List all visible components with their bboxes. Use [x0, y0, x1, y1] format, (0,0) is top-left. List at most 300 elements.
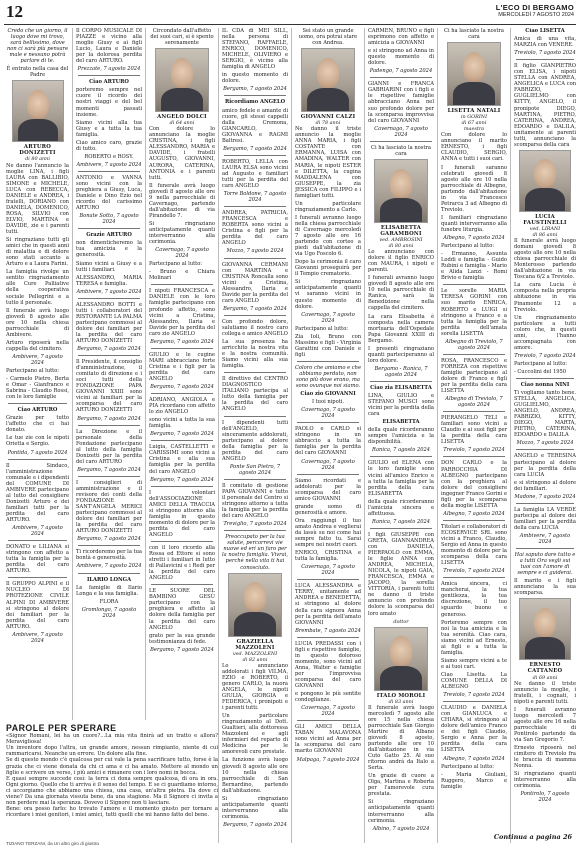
notice-date: Bergamo, 7 agosto 2024 — [223, 86, 287, 93]
death-notice — [514, 681, 576, 804]
notice-intro: Circondato dall'affetto dei suoi cari, si è spento serenamente — [150, 28, 214, 47]
notice-date: Bergamo, 7 agosto 2024 — [77, 415, 141, 422]
notice-text: - Bruno e Chiara Molinari — [149, 269, 215, 282]
condolence-notice — [222, 319, 288, 369]
notice-text: ALESSANDRO BOTTI e tutti i collaboratori del RISTORANTE LA PALMA partecipano commossi al dolore dei familiari per la perdita del caro ARTURO DONIZETTI — [76, 301, 142, 345]
notice-date: Treviolo, 7 agosto 2024 — [443, 568, 505, 575]
notice-text: Un particolare ringraziamento al Dott. Gualtieri, alla dottoressa Mazzoleni e agli infermieri del reparto di Medicina per le amorevoli cure prestate. — [222, 713, 288, 756]
notice-date: Albegno, 7 agosto 2024 — [443, 235, 505, 242]
condolence-notice — [149, 444, 215, 482]
notice-text: I volontari dell'ASSOCIAZIONE AMICI DELLA TRACCIA si stringono attorno alla famiglia in questo momento di dolore per la perdita del caro ANGELO — [149, 489, 215, 538]
notice-text: in questo momento di dolore. — [222, 72, 288, 85]
condolence-notice — [76, 79, 142, 168]
notice-text: e si stringono ad Anna in questo momento di dolore. — [368, 48, 434, 67]
condolence-notice — [441, 581, 507, 698]
deceased-name: ELISABETTA GARAMBONI — [380, 224, 422, 237]
notice-date: Pontida, 7 agosto 2024 — [7, 449, 68, 456]
deceased-age: di 64 anni — [169, 120, 195, 127]
notice-text: PAOLO e CARLO si stringono in un abbraccio a tutta la famiglia per la perdita del caro GIOVANNI — [295, 426, 361, 457]
notice-date: Bergamo, 7 agosto 2024 — [77, 466, 141, 473]
notice-text: Si ringraziano anticipatamente quanti vi saranno vicini in questo momento di dolore. — [295, 279, 361, 310]
masthead-title: L'ECO DI BERGAMO — [495, 3, 574, 12]
portrait-photo — [301, 48, 355, 112]
condolence-notice — [6, 544, 69, 574]
death-notice — [222, 663, 288, 828]
notice-text: con il loro ricordo alla Rossa ed Ettore si sono stretti i familiari in lutto di Pallavicini e i Redi per la perdita del caro ANGELO — [149, 545, 215, 582]
condolence-notice — [295, 478, 361, 577]
notice-date: Bergamo, 7 agosto 2024 — [223, 821, 287, 828]
portrait-photo — [155, 48, 209, 112]
condolence-notice — [295, 391, 361, 419]
notice-text: Le tue zie con le nipoti Orietta e Sergio. — [6, 435, 69, 448]
notice-text: La famiglia LA VERDE partecipa al dolore dei familiari per la perdita della cara LUCIA — [514, 506, 576, 531]
feature-paragraph: «Signor Romani, lei ha un cuore?...La mia vita finirà ad un tratto e allora? Meravigliosa! — [6, 733, 218, 746]
header-rule — [4, 24, 576, 25]
notice-date: Ambivere, 7 agosto 2024 — [12, 353, 63, 366]
notice-text: ROSA, FRANCESCO e FORREZA con rispettive famiglie partecipano al dolore di Franco e figli per la perdita della cara LISETTA — [441, 357, 507, 395]
deceased-married-name: in GORINI — [460, 114, 487, 121]
notice-text: FLORA — [99, 598, 119, 605]
notice-text: Un ringraziamento particolare a tutti coloro che, in questi anni, l'hanno accompagnata con amore. — [514, 314, 576, 351]
notice-date: Albegno di Treviolo, 7 agosto 2024 — [445, 338, 503, 351]
masthead-date: MERCOLEDÌ 7 AGOSTO 2024 — [498, 12, 574, 18]
condolence-notice — [76, 232, 142, 294]
condolence-notice — [76, 28, 142, 72]
notice-text: ANTONIO e VANNA sono vicini con la preghiera a Giusy, Luca, Daniele e Dino Ezio nel ricordo del carissimo ARTURO — [76, 174, 142, 212]
portrait-photo — [519, 598, 571, 660]
notice-text: GIOVANNA CERMANI con MARTINA e CRISTINA Roncalla sono vicini a Cristina, Alessandro, Ilaria e Davide per la perdita del caro ANGELO — [222, 261, 288, 304]
column-6 — [368, 28, 434, 843]
condolence-notice — [6, 463, 69, 538]
notice-text: DONATO e LILIANA si stringono con affetto a tutta la famiglia per la perdita del caro ARTURO. — [6, 544, 69, 575]
condolence-notice — [514, 382, 576, 446]
condolence-notice — [514, 453, 576, 499]
condolence-notice — [368, 385, 434, 453]
quote: Credo che un giorno, il luogo dove mi trovo, sarà bellissimo, dove non ci sarà più pensare male e nessuno potrà parlare di te. — [6, 28, 69, 65]
column-divider — [364, 28, 365, 843]
notice-text: Ti vogliamo tanto bene. STELLA, ANGELICA, GUGLIELMO, ANGELO, ANDREA, FABRIZIO, KITTY, DIEGO, MARTA, PIETRO, CATERINA, EDOARDO e DALILA — [514, 390, 576, 439]
continuation-note: Continua a pagina 26 — [493, 833, 572, 841]
notice-text: - Carmelo Pietro, Berta e Omar - Gianfranco e Sabrina - Claudio Rossi, con le loro famiglie — [6, 376, 69, 401]
condolence-notice — [295, 426, 361, 470]
notice-text: Siamo vicini a Giusy e a tutti i familiari. — [76, 260, 142, 273]
notice-date: Cavernago, 7 agosto 2024 — [301, 705, 355, 718]
notice-text: La famiglia rivolge un sentito ringraziamento alle Cure Palliative della cooperativa sociale Pellegrini e a tutto il personale. — [6, 269, 69, 306]
notice-date: Cavernago, 7 agosto 2024 — [301, 458, 355, 471]
column-divider — [72, 28, 73, 720]
notice-date: Ambivere, 7 agosto 2024 — [76, 161, 142, 168]
deceased-name: ARTURO DONIZETTI — [19, 144, 56, 157]
notice-text: Lo annunciano addolorati i figli VILMA, EZIO e ROBERTO, il genero CARLO, la nuora ANGELA, le nipoti GIULIA, GIORGIA e FEDERICA, i pronipoti e i parenti tutti. — [222, 662, 288, 712]
notice-text: I nipoti FRANCESCA e DANIELE con le loro famiglie partecipano con profondo affetto, sono vicini a Cristina, Alessandro, Ilaria e Davide per la perdita del caro zio ANGELO — [149, 288, 215, 337]
condolence-notice — [149, 288, 215, 344]
notice-text: Ne danno il triste annuncio la moglie ANNA MARIA, i figli COSTANTE con ERMANNA, LUISA con AMADINA, WALTER con MARIA, le nipoti ESTER e DILETTA, la cugina MADDALENA con GIUSEPPE, la zia JESSICA con FILIPPO e i famigliari tutti. — [295, 126, 361, 199]
notice-date: Ambivere, 7 agosto 2024 — [12, 631, 63, 644]
notice-text: Il GRUPPO ALPINI e il NUCLEO DI PROTEZIONE CIVILE ALPINI DI AMBIVERE si stringono al dolore dei familiari per la perdita del caro ARTURO. — [6, 581, 69, 630]
condolence-notice — [441, 358, 507, 408]
feature-source: TIZIANO TERZANI, da Un altro giro di giostra — [6, 841, 99, 846]
death-notice — [368, 249, 434, 378]
deceased-age: di 86 anni — [532, 231, 558, 238]
notice-date: Ambivere, 7 agosto 2024 — [12, 525, 63, 538]
notice-date: Ambivere, 7 agosto 2024 — [76, 563, 142, 570]
notice-text: LE SUORE DEL BAMBINO GESÙ partecipano con la preghiera e affetto al dolore della famiglia per la perdita del caro ANGELO — [149, 588, 215, 631]
portrait-photo — [374, 627, 428, 691]
condolence-notice — [514, 507, 576, 545]
condolence-notice — [222, 99, 288, 151]
notice-text: Amica sincera, ci mancherai, la tua gentilezza, la tua discrezione, il tuo sguardo buono e generoso. — [441, 581, 507, 618]
deceased-name: LUCIA FAUSTINELLI — [523, 213, 567, 226]
notice-text: I funerali avranno luogo nella chiesa parrocchiale di Cavernago mercoledì 7 agosto alle ore 16 partendo con corteo a piedi dall'abitazione di via Ugo Foscolo 6. — [295, 214, 361, 258]
death-notice — [368, 532, 434, 832]
portrait-photo — [447, 42, 501, 106]
notice-heading: Ciao ARTURO — [17, 407, 58, 414]
notice-text: CARMEN, BRUNO e figli esprimono con affetto e amicizia a GIOVANNI — [368, 28, 434, 47]
notice-text: Si ringraziano tutti gli amici che in questi anni di malattia e di dolore sono stati accanto a Arturo e a Laura Farini. — [6, 237, 69, 268]
condolence-notice — [441, 705, 507, 790]
column-5 — [295, 28, 361, 843]
notice-date: Bergamo, 7 agosto 2024 — [77, 346, 141, 353]
condolence-notice — [149, 490, 215, 538]
notice-date: Albegno, 7 agosto 2024 — [443, 510, 505, 517]
notice-text: I consiglieri di amministrazione e il revisore dei conti della FONDAZIONE SANT'ANGELA MERICI partecipano commossi al dolore dei familiari per la perdita del caro ARTURO DONIZETTI — [76, 479, 142, 535]
notice-text: Partecipano al lutto: — [441, 763, 495, 770]
feature-box — [6, 725, 218, 843]
condolence-notice — [222, 376, 288, 412]
notice-heading: Ciao nonna NINI — [520, 382, 570, 389]
deceased-age: di 67 anni — [461, 120, 487, 127]
deceased-name: ANGELO DOLCI — [157, 114, 207, 121]
condolence-notice — [295, 724, 361, 762]
notice-text: - Maria Giuliani, Ruggero, Marco e famiglie — [441, 771, 507, 790]
notice-date: Bergamo, 7 agosto 2024 — [77, 536, 141, 543]
condolence-notice — [149, 352, 215, 390]
notice-date: Bergamo, 7 agosto 2024 — [223, 305, 287, 312]
notice-text: Il CORPO MUSICALE DI PIAZZE e vicino alla moglie Giusy e ai figli Lucio, Laura e Daniele per la dolorosa perdita del caro ARTURO. — [76, 28, 142, 65]
column-divider — [218, 28, 219, 843]
page-header — [0, 0, 580, 26]
notice-intro: Ci ha lasciato la nostra cara — [371, 144, 431, 157]
notice-text: Siamo sempre vicini a te e ai tuoi cari. — [441, 657, 507, 670]
column-divider — [145, 28, 146, 720]
notice-intro: Ci ha lasciato la nostra cara — [444, 28, 504, 41]
deceased-maiden-name: ved. MAZZOLENI — [232, 650, 278, 657]
notice-date: Ranica, 7 agosto 2024 — [371, 447, 431, 454]
notice-date: Pontirolo, 7 agosto 2024 — [520, 791, 570, 804]
notice-date: Albegno, 7 agosto 2024 — [443, 755, 505, 762]
notice-text: grande uomo di generosità e amore. — [295, 503, 361, 516]
death-notice — [295, 126, 361, 358]
notice-date: Ponte San Pietro, 7 agosto 2024 — [229, 463, 281, 476]
condolence-notice — [76, 302, 142, 352]
notice-heading: Ciao zio GIOVANNI — [300, 391, 356, 398]
notice-text: porteremo sempre nel cuore il ricordo dei nostri viaggi e del bel momenti passati insieme. — [76, 87, 142, 118]
notice-date: Bonate Sotto, 7 agosto 2024 — [79, 213, 139, 226]
feature-paragraph: Un inventore dopo l'altra, un grande amore, nessun rimpianto, niente di cui rammaricarsi. Neanche un errore. Un dolore alla fine. — [6, 745, 218, 758]
deceased-married-name: ved. AMBROSINI — [379, 236, 423, 243]
notice-text: Partecipano al lutto: — [149, 261, 203, 268]
notice-text: sono vicini a tutta la sua famiglia. — [149, 417, 215, 430]
notice-text: GIULIO ed ELENA con le loro famiglie sono vicini all'amico Enrico e a tutta la famiglia per la perdita della cara ELISABETTA — [368, 460, 434, 497]
notice-date: Treviolo, 7 agosto 2024 — [443, 447, 505, 454]
notice-date: Mozzo, 7 agosto 2024 — [516, 440, 574, 447]
notice-text: ELISABETTA — [382, 419, 420, 426]
notice-text: Ciao Lisetta. La COMUNE DELLA DI ALBEGNO — [441, 671, 507, 691]
notice-text: ANDREA, PATRICIA, FRANCESCA e ROBERTA sono vicini a Cristina e figli per la perdita del caro ANGELO — [222, 210, 288, 247]
notice-text: Ne danno il triste annuncio la moglie, i fratelli, i cognati, i nipoti e parenti tutti. — [514, 680, 576, 705]
notice-heading: Ricordiamo ANGELO — [224, 99, 286, 106]
notice-text: Il Sindaco, l'amministrazione comunale e i dipendenti del COMUNE DI AMBIVERE partecipano al lutto del consigliere Donizetti Arturo e dei familiari tutti per la perdita del caro ARTURO. — [6, 462, 69, 523]
portrait-photo — [374, 159, 428, 223]
notice-text: Grazie per tutto l'affetto che ci hai donato. — [6, 415, 69, 434]
notice-text: Dopo la cerimonia il caro Giovanni proseguirà per il Tempio crematorio. — [295, 259, 361, 278]
condolence-notice — [149, 588, 215, 652]
notice-date: Brembate, 7 agosto 2024 — [295, 627, 361, 634]
notice-date: Bergamo, 7 agosto 2024 — [150, 476, 214, 483]
notice-date: Cavernago, 7 agosto 2024 — [155, 247, 209, 260]
notice-text: GIULIO e le cugine MARI abbracciano forte Cristina e i figli per la perdita del caro ANGELO — [149, 351, 215, 382]
notice-text: I tuoi nipoti. — [311, 399, 345, 406]
notice-text: Con dolore lo annunciano il marito ERNESTO, i figli CLAUDIO, SERGIO, ANNA e tutti i suoi cari. — [441, 132, 507, 163]
notice-text: ROBERTO e ROSY. — [84, 153, 134, 160]
notice-text: Le sorelle MARIA TERESA GORINI con suo marito ENRICA, ROBERTO e LUIGI si stringono a Franco e a tutta la famiglia per la perdita dell'amata sorella LISETTA — [441, 288, 507, 337]
notice-text: Siamo vicini alla tua Giusy e a tutta la tua famiglia. — [76, 119, 142, 138]
column-3 — [149, 28, 215, 718]
notice-text: Partecipano al lutto: — [514, 360, 568, 367]
notice-date: Cavernago, 7 agosto 2024 — [374, 125, 428, 138]
notice-text: - Ermanno, Assunta Loddi e famiglia - Guido Rubini e famiglia - Mario e Alida Lanzi - Romi Brivio e famiglia — [441, 251, 507, 282]
condolence-notice — [6, 407, 69, 455]
feature-title: PAROLE PER SPERARE — [6, 723, 117, 733]
notice-text: Partecipano al lutto: — [295, 325, 349, 332]
notice-text: e pongono le più sentite condoglianze. — [295, 691, 361, 704]
notice-date: Malpaga, 7 agosto 2024 — [296, 756, 360, 763]
notice-text: della quale ricorderanno sempre l'amicizia e la disponibilità. — [368, 427, 434, 446]
notice-date: Bergamo, 7 agosto 2024 — [150, 646, 214, 653]
notice-text: Partecipano al lutto: — [6, 368, 60, 375]
column-2 — [76, 28, 142, 718]
column-1 — [6, 28, 69, 718]
notice-text: CLAUDIO e DANIELA con GIANLUCA e CHIARA, si stringono al dolore dell'amico Franco e dei figli Claudio, Sergio e Anna per la perdita della cara LISETTA — [441, 705, 507, 754]
deceased-name: LISETTA NATALI — [447, 108, 501, 115]
condolence-notice — [441, 415, 507, 453]
notice-text: I funerali avranno luogo giovedì 8 agosto alle ore 10 nella parrocchiale di Ranica, sarà la Benedizione nella cappella del cimitero. — [368, 275, 434, 312]
notice-text: Si ringraziano quanti interverranno alla cerimonia. — [514, 771, 576, 790]
condolence-notice — [76, 429, 142, 473]
condolence-notice — [222, 28, 288, 92]
deceased-age: di 82 anni — [242, 656, 268, 663]
notice-text: Ti ricorderemo per la tua bontà e generosità. — [76, 549, 142, 562]
deceased-name: GRAZIELLA MAZZOLENI — [235, 638, 275, 651]
quote-sub: È entrato nella casa del Padre — [6, 66, 69, 79]
death-notice — [441, 132, 507, 281]
notice-text: I funerali avranno luogo mercoledì 7 agosto alle ore 16 nella parrocchiale di Pontirolo partendo da via San Gregorio 7. — [514, 706, 576, 743]
notice-text: ALESSANDRO, MARIA TERESA e famiglia. — [76, 274, 142, 287]
notice-text: Con profondo dolore, salutiamo il nostro caro collega e amico ANGELO — [222, 318, 288, 337]
notice-date: Padengo, 7 agosto 2024 — [369, 68, 433, 75]
notice-text: Zia Ioli, Bruno con Massimo e figli - Virginia Garattini con Daniele e figli — [295, 333, 361, 358]
notice-text: Con dolore lo annunciano la moglie CRISTINA, i figli ALESSANDRO, MARIA e DAVIDE, i fratelli AUGUSTO, GIOVANNI, AURORA, CATERINA, ANTONIA e i parenti tutti. — [149, 126, 215, 181]
column-divider — [291, 28, 292, 843]
notice-date: Ambivere, 7 agosto 2024 — [76, 288, 142, 295]
notice-text: Il comitato di gestione PAPA GIOVANNI e tutto il personale del Centro si stringono attorno a tutta la famiglia per la perdita del caro ANGELO — [222, 482, 288, 520]
deceased-age: di 69 anni — [532, 674, 558, 681]
notice-date: Treviolo, 7 agosto 2024 — [443, 692, 505, 699]
condolence-notice — [222, 262, 288, 312]
notice-date: Albegno di Treviolo, 7 agosto 2024 — [445, 396, 503, 409]
condolence-notice — [514, 28, 576, 56]
quote: Preoccupato per la tua salute, percorrevi vie nuove ed eri un faro per la nostra famiglia. Vivrai, perché nella vita ti hai conosciuto. — [222, 534, 288, 571]
notice-text: Il funerale avrà luogo mercoledì 7 agosto alle ore 15 nella chiesa parrocchiale San Giorgio Martire di Albano giovedì 8 agosto, partendo alle ore 10 dall'abitazione in via Cuto Gatto 25. Al suo ritorno andrà da Italo a Serta. — [368, 704, 434, 772]
portrait-photo — [12, 80, 64, 142]
notice-text: Lo annunciano con dolore il figlio ENRICO con MAURA, i nipoti e parenti. — [368, 249, 434, 274]
notice-text: Il funerale avrà luogo giovedì 8 agosto alle ore 9 nella parrocchiale di Cavernago, partendo dall'abitazione di via Pirandello 7. — [149, 182, 215, 219]
notice-text: Porteremo sempre con noi la tua amicizia e la tua serenità. Ciao cara, siamo vicini ad Ernesto, ai figli e a tutta la famiglia. — [441, 619, 507, 656]
notice-date: Cavernago, 7 agosto 2024 — [301, 407, 355, 420]
notice-date: Bergamo - Ranica, 7 agosto 2024 — [374, 365, 428, 378]
notice-date: Treviolo, 7 agosto 2024 — [514, 50, 576, 57]
column-divider — [437, 28, 438, 843]
notice-heading: Ciao zia ELISABETTA — [370, 384, 432, 391]
notice-date: Mozzo, 7 agosto 2024 — [226, 248, 284, 255]
notice-text: IL CDA di MEI SILL, nella persona di STEFANO, RAFFAELE, ENRICO, DOMENICO, MICHELE, OLIVIERO e SERGIO, è vicino alla famiglia di ANGELO — [222, 28, 288, 71]
condolence-notice — [441, 288, 507, 350]
notice-text: PIERANGELO TELI e familiari sono vicini a Claudio e ai suoi figli per la perdita della cara LISETTA — [441, 415, 507, 446]
notice-text: amico fedele e amante di cuore, gli stessi cappelli dalla Cremona, GIANCARLO, GIOVANNA e RAGMI Baltresi. — [222, 107, 288, 144]
notice-date: Bergamo, 7 agosto 2024 — [150, 384, 214, 391]
notice-date: Bergamo, 7 agosto 2024 — [223, 145, 287, 152]
notice-date: Torre Boldone, 7 agosto 2024 — [223, 191, 287, 204]
deceased-age: di 83 anni — [388, 698, 414, 705]
notice-text: Luigia, CASTELLETTI e CARISSIMI sono vicini a Cristina e alla sua famiglia per la perdita del caro ANGELO — [149, 444, 215, 475]
condolence-notice — [368, 81, 434, 137]
condolence-notice — [149, 397, 215, 437]
quote: Hai saputo dare tutto e a tutti Ora vegli sui tuoi con l'amore di sempre e ci guiderai. — [514, 552, 576, 577]
notice-date: Madone, 7 agosto 2024 — [514, 493, 576, 500]
deceased-title: dottor — [393, 618, 409, 625]
page-number: 12 — [6, 2, 23, 21]
notice-text: La Direzione e il personale della Fondazione partecipano al lutto della famiglia Donizetti per la perdita del caro ARTURO — [76, 428, 142, 465]
condolence-notice — [76, 549, 142, 569]
notice-text: Ora raggiungi il tuo amato Andrea e veglierai da lassù su noi come hai sempre fatto tu. Sarai sempre nei nostri cuori. — [295, 517, 361, 549]
deceased-age: di 78 anni — [315, 120, 341, 127]
notice-text: ANGELO e TERESINA partecipano al dolore per la perdita della cara LUCIA — [514, 453, 576, 478]
notice-text: Il figlio GIANPIETRO con ELISA, i nipoti STELLA con ANDREA, ANGELICA e LUCA con FABRIZIO, GUGLIELMO con KITTY, ANGELO, il pronipote DIEGO, MARTINA, PIETRO, CATERINA, ANDREA, EDOARDO e DALILA, unitamente ai parenti tutti, annunciano la scomparsa della cara — [514, 63, 576, 148]
column-7 — [441, 28, 507, 843]
death-notice — [149, 126, 215, 281]
condolence-notice — [222, 483, 288, 527]
notice-text: Amica di una vita, MARZIA con VENERE. — [514, 36, 576, 49]
notice-text: Titolari e collaboratori di ECOSERVICE SRL sono vicini a Franco, Claudio, Sergio ed Anna in questo momento di dolore per la scomparsa della cara LISETTA — [441, 523, 507, 567]
notice-text: Ciao amico caro, grazie di tutto. — [76, 139, 142, 152]
notice-text: DON CARLO e la PARROCCHIA DI ALBEGNO partecipano con la preghiera al dolore del consigliere ingegner Franco Gorini e figli per la scomparsa della moglie LISETTA — [441, 460, 507, 509]
notice-text: I dipendenti tutti dell'ANGELO, sinceramente addolorati, partecipano al dolore della famiglia per la perdita del caro ANGELO — [222, 419, 288, 462]
condolence-notice — [222, 210, 288, 254]
notice-heading: Ciao LISETTA — [525, 28, 565, 34]
notice-text: Il marito e i figli annunciano la sua scomparsa. — [514, 578, 576, 597]
notice-date: Ranica, 7 agosto 2024 — [371, 518, 431, 525]
notice-text: Il funerale avrà luogo domani giovedì 8 agosto alle ore 10 nella chiesa parrocchiale di Monterosso partendo dall'abitazione in via Toscana 6/2 a Treviolo. — [514, 238, 576, 281]
feature-paragraph: Se di questo mondo c'è qualcosa per cui vale la pena sacrificare tutto, forse è la grazia che ci viene donata da chi ci ama e ci ha amato. Mettere al mondo un figlio e scrivere un verso, i più amici e rimanere con i loro nomi in bocca. — [6, 757, 218, 776]
notice-text: Le famiglie di Ilario Longa e la sua famiglia. — [76, 584, 142, 597]
portrait-photo — [519, 150, 571, 212]
notice-text: GIANNI e FRANCA GABRIARINI con i figli e le rispettive famiglie abbracciano Anna nel suo profondo dolore per la scomparsa improvvisa del caro GIOVANNI — [368, 81, 434, 124]
notice-date: Gromlongo, 7 agosto 2024 — [81, 606, 137, 619]
notice-text: Il direttivo del CENTRO DIAGNOSTICO ITALIANO partecipa al lutto della famiglia per la perdita del caro ANGELO — [222, 376, 288, 413]
deceased-age: di 80 anni — [388, 242, 414, 249]
notice-text: Il Presidente, il consiglio d'amministrazione, il comitato di direzione e i soci tutti della FONDAZIONE PAPA GIOVANNI XXIII sono vicini ai familiari per la scomparsa del caro ARTURO DONIZETTI — [76, 359, 142, 414]
feature-paragraph: E quasi sempre succede così: la terra ci dona sempre qualcosa, di ora in ora. Ogni giorno. Quello che ti arriva è il senso del tempo. E se ci guardiamo intorno, ci accorgiamo che abbiamo una chiesa, una casa, un'altra pietra. Da dove ci viene? Da una giornata vissuta bene, da una stagione. Ma il Signore ci invita a non perdere mai la speranza. Dovevo il Signore non ti lasciare. — [6, 775, 218, 807]
condolence-notice — [76, 359, 142, 421]
notice-text: Un grazie di cuore a Olga, Martina e Roberta per l'amorevole cura prestata. — [368, 773, 434, 798]
deceased-name: GIOVANNI CALZI — [300, 114, 356, 121]
notice-text: Ernesto riposerà nel cimitero di Treviolo fra le braccia di mamma Nonna. — [514, 745, 576, 770]
notice-text: I presenti ringraziano quanti parteciperanno al loro dolore. — [368, 345, 434, 364]
notice-date: Bergamo, 7 agosto 2024 — [150, 431, 214, 438]
feature-paragraph: Bene: ora posso farlo: ho trovato l'amore e il momento giusto per tornare a ricordare i miei genitori, i miei amici, tutti quelli che mi hanno fatto del bene. — [6, 806, 218, 819]
notice-text: Un particolare ringraziamento a Carlo. — [295, 200, 361, 213]
condolence-notice — [441, 524, 507, 574]
notice-text: ROBERTO, LELLA con LAURA ELSA sono vicini ad Augusto e familiari tutti per la perdita del caro ANGELO — [222, 158, 288, 190]
notice-heading: ILARIO LONGA — [86, 576, 132, 583]
notice-text: Si ringraziano anticipatamente quanti interverranno alla cerimonia. — [222, 795, 288, 820]
notice-date: Cavernago, 7 agosto 2024 — [301, 564, 355, 577]
notice-text: I figli GIUSEPPE con GRETA, GIANNANDREA con DANIELA, PIERPAOLO con EMMA, le figlie ANNA con ANDREA, MICHELA, NICOLA, le nipoti GAIA, FRANCESCA, EMMA e JACOPO, la sorella VITTORIA, i parenti tutti ne danno il triste annuncio con profondo dolore la scomparsa del loro amato — [368, 531, 434, 617]
notice-date: Ambivere, 7 agosto 2024 — [519, 533, 571, 546]
notice-date: Prezzate, 7 agosto 2024 — [77, 66, 141, 73]
deceased-name: ITALO MOROLI — [376, 692, 426, 699]
condolence-notice — [76, 577, 142, 619]
condolence-notice — [222, 159, 288, 203]
condolence-notice — [222, 420, 288, 476]
column-divider — [510, 28, 511, 843]
notice-text: Il funerale avrà luogo giovedì 8 agosto alle ore 10 nella chiesa parrocchiale di Ambivere. — [6, 307, 69, 338]
notice-text: Ne danno l'annuncio la moglie LINA, i figli LAURA con BALLIBIO, SIMONE e MICHELE, LUCA con REBECCA, DANIELE e ANDREA, i fratelli, DORIANO con DANIELA, DOMENICO, ROSA, SILVIO con ELVIO, MARTINA e DAVIDE, zie e i parenti tutti. — [6, 162, 69, 236]
notice-text: La cara Lucia è composta nella propria abitazione in via Pinamonte 12 a Treviolo. — [514, 282, 576, 313]
notice-text: LINA, GIULIO e STEFANO MUSCI sono vicini per la perdita della cara — [368, 393, 434, 418]
notice-text: ENRICO, CRISTINA e tutta la famiglia. — [295, 550, 361, 563]
notice-text: grato per la sua grande testimonianza di fede. — [149, 632, 215, 645]
notice-text: I familiari ringraziano quanti interverranno alla funebre liturgia. — [441, 214, 507, 233]
condolence-notice — [368, 460, 434, 524]
notice-date: Treviglio, 7 agosto 2024 — [223, 521, 287, 528]
notice-text: - Cuccolini del 1950 — [514, 368, 567, 375]
condolence-notice — [368, 28, 434, 74]
notice-date: Cavernago, 7 agosto 2024 — [301, 311, 355, 324]
notice-text: ADRIANO, ANGIOLA e PIA ricordano con affetto lo zio ANGELO — [149, 397, 215, 416]
notice-text: Arturo riposerà nella cappella del cimitero. — [6, 339, 69, 352]
notice-date: Treviolo, 7 agosto 2024 — [514, 352, 576, 359]
quote: Coloro che amiamo e che abbiamo perduto, non sono più dove erano, ma sono ovunque noi siamo. — [295, 364, 361, 390]
notice-text: La sua presenza ha arricchito la nostra vita e la nostra comunità. Siamo vicini alla sua famiglia. — [222, 339, 288, 370]
death-notice — [6, 163, 69, 401]
condolence-notice — [295, 641, 361, 718]
death-notice — [514, 63, 576, 375]
notice-text: LUCA ALESSANDRA e TERRY, unitamente ad ANDREA e BENEDETTA, si stringono al dolore della cara signora Anna per la perdita dell'amato GIOVANNI — [295, 583, 361, 626]
notice-text: GLI AMICI DELLA TABAN MALAVONA sono vicini ad Anna per la scomparsa del caro marito GIOVANNI — [295, 724, 361, 755]
notice-text: I funerali saranno celebrati giovedì 8 agosto alle ore 10 nella parrocchiale di Albegno, partendo dall'abitazione in via Francesco Petrarca 3 ad Albegno di Treviolo. — [441, 164, 507, 213]
notice-text: Si ringraziano anticipatamente quanti interverranno alla cerimonia. — [149, 220, 215, 246]
notice-heading: Grazie ARTURO — [86, 232, 132, 239]
deceased-married-name: ved. LIRANI — [529, 225, 561, 232]
condolence-notice — [295, 583, 361, 633]
notice-text: non dimenticheremo la tua amicizia e la generosità. — [76, 240, 142, 259]
masthead — [496, 3, 574, 18]
notice-date: Bergamo, 7 agosto 2024 — [150, 338, 214, 345]
notice-date: Albino, 7 agosto 2024 — [372, 825, 430, 832]
notice-text: La funzione avrà luogo giovedì 8 agosto alle ore 10 nella chiesa parrocchiale di San Bernardino, partendo dall'abitazione. — [222, 757, 288, 794]
deceased-title: maestra — [463, 126, 485, 133]
